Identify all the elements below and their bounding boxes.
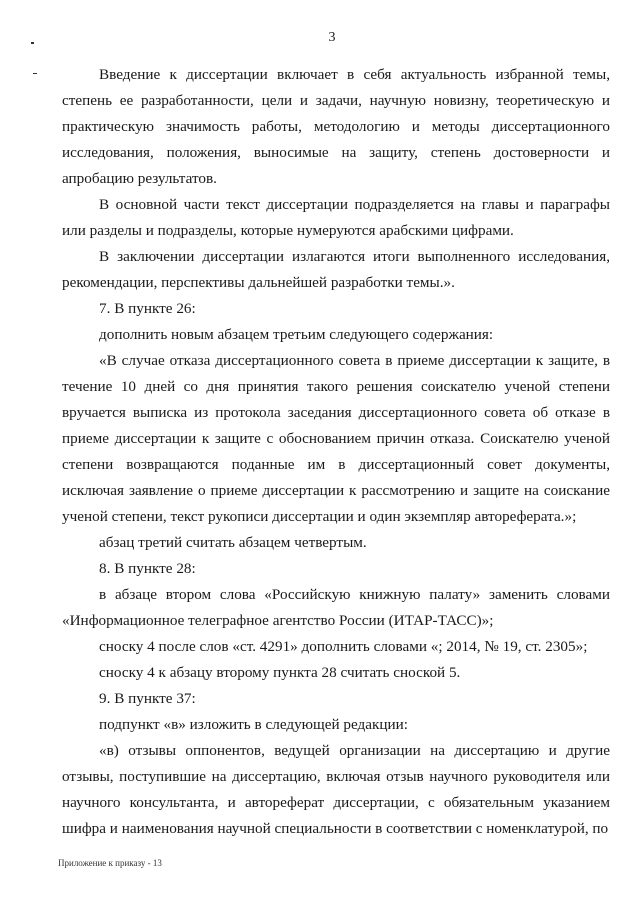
paragraph: В заключении диссертации излагаются итоги выполненного исследования, рекомендации, перспективы дальнейшей разработки темы.». bbox=[62, 248, 610, 291]
paragraph: сноску 4 к абзацу второму пункта 28 считать сноской 5. bbox=[99, 664, 461, 681]
paragraph: дополнить новым абзацем третьим следующего содержания: bbox=[99, 326, 494, 343]
paragraph: Введение к диссертации включает в себя актуальность избранной темы, степень ее разработанности, цели и задачи, научную новизну, теоретическую и практическую значимость работы, методологию и методы диссертационного исследования, положения, выносимые на защиту, степень достоверности и апробацию результатов. bbox=[62, 66, 610, 187]
page-number: 3 bbox=[328, 30, 336, 45]
paragraph: подпункт «в» изложить в следующей редакции: bbox=[99, 716, 408, 733]
paragraph: абзац третий считать абзацем четвертым. bbox=[99, 534, 367, 551]
paragraph: «В случае отказа диссертационного совета в приеме диссертации к защите, в течение 10 дней со дня принятия такого решения соискателю ученой степени вручается выписка из протокола заседания диссертационного совета об отказе в приеме диссертации к защите с обоснованием причин отказа. Соискателю ученой степени возвращаются поданные им в диссертационный совет документы, исключая заявление о приеме диссертации к рассмотрению и защите на соискание ученой степени, текст рукописи диссертации и один экземпляр автореферата.»; bbox=[62, 352, 610, 525]
paragraph: 7. В пункте 26: bbox=[99, 300, 196, 317]
paragraph: «в) отзывы оппонентов, ведущей организации на диссертацию и другие отзывы, поступившие на диссертацию, включая отзыв научного руководителя или научного консультанта, и автореферат диссертации, с обязательным указанием шифра и наименования научной специальности в соответствии с номенклатурой, по bbox=[62, 742, 610, 837]
scan-mark bbox=[33, 73, 37, 74]
footer-note: Приложение к приказу - 13 bbox=[58, 858, 162, 868]
document-body bbox=[62, 62, 610, 842]
paragraph: В основной части текст диссертации подразделяется на главы и параграфы или разделы и подразделы, которые нумеруются арабскими цифрами. bbox=[62, 196, 610, 239]
paragraph: 9. В пункте 37: bbox=[99, 690, 196, 707]
paragraph: сноску 4 после слов «ст. 4291» дополнить словами «; 2014, № 19, ст. 2305»; bbox=[99, 638, 588, 655]
paragraph: 8. В пункте 28: bbox=[99, 560, 196, 577]
paragraph: в абзаце втором слова «Российскую книжную палату» заменить словами «Информационное телеграфное агентство России (ИТАР-ТАСС)»; bbox=[62, 586, 610, 629]
